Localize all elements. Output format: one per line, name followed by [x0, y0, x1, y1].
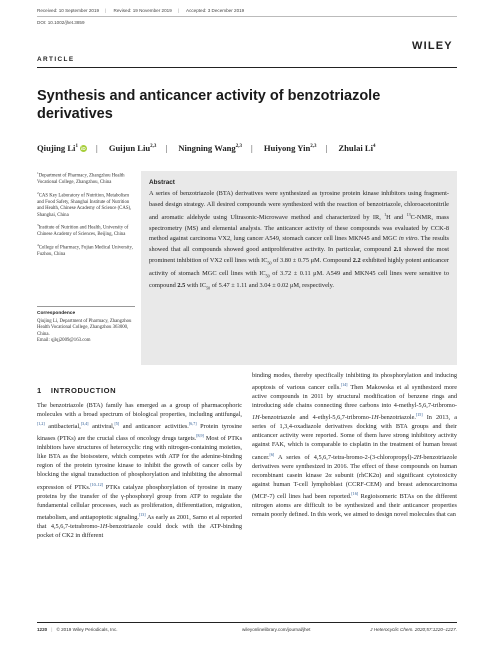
affiliation-item: $^3$Institute of Nutrition and Health, University of Chinese Academy of Sciences, Beijing, China — [37, 223, 129, 238]
citation-link[interactable]: [14] — [340, 382, 348, 388]
author-name[interactable]: Guijun Liu$^{2,3}$ — [108, 143, 157, 153]
affiliation-item: $^1$Department of Pharmacy, Zhangzhou Health Vocational College, Zhangzhou, China — [37, 171, 125, 186]
abstract-box — [141, 171, 457, 365]
affiliation-item: $^4$College of Pharmacy, Fujian Medical University, Fuzhou, China — [37, 242, 133, 257]
author-name[interactable]: Qiujing Li$^1$ — [37, 143, 78, 153]
correspondence-email[interactable]: Email: qjlqj2009@163.com — [37, 338, 91, 343]
journal-url[interactable]: wileyonlinelibrary.com/journal/jhet — [242, 627, 311, 632]
article-type-label: ARTICLE — [37, 56, 75, 63]
journal-citation: J Heterocyclic Chem. 2020;57:1220–1227. — [370, 627, 457, 632]
header-divider — [37, 16, 457, 17]
accepted-date: Accepted: 3 December 2019 — [186, 8, 245, 13]
revised-date: Revised: 19 November 2019 — [113, 8, 172, 13]
page-number: 1220 — [37, 627, 48, 632]
copyright-notice: © 2019 Wiley Periodicals, Inc. — [56, 627, 118, 632]
citation-link[interactable]: [6,7] — [188, 421, 197, 427]
author-name[interactable]: Zhulai Li$^4$ — [338, 143, 376, 153]
correspondence — [37, 311, 137, 345]
citation-link[interactable]: [15] — [415, 412, 423, 418]
author-list: Qiujing Li$^1$ iD | Guijun Liu$^{2,3}$ | Ningning Wang$^{2,3}$ | Huiyong Yin$^{2,3}$ | Zhulai Li$^4$ — [37, 143, 376, 153]
article-history: Received: 10 September 2019 | Revised: 19 November 2019 | Accepted: 3 December 2019 — [37, 8, 245, 13]
page-footer: 1220 | © 2019 Wiley Periodicals, Inc. wileyonlinelibrary.com/journal/jhet J Heterocyclic Chem. 2020;57:1220–1227. — [37, 627, 457, 632]
citation-link[interactable]: [5] — [114, 421, 120, 427]
article-type-divider — [37, 67, 457, 68]
affiliations — [37, 170, 137, 261]
intro-column-right: binding modes, thereby specifically inhibiting its phosphorylation and inducing apoptosis of various cancer cells.[14] Then Makowska et al synthesized more active compounds in 2011 by structural modification of benzene rings and introducing side chains connecting three carbons into 4-methyl-5,6,7-tribromo-1H-benzotriazole and 4-ethyl-5,6,7-tribromo-1H-benzotriazole.[15] In 2013, a series of 1,3,4-oxadiazole derivatives docking with BTA groups and their anticancer activity were reported. Some of them have strong inhibitory activity against FAK, which is comparable to cisplatin in the treatment of human breast cancer.[6] A series of 4,5,6,7-tetra-bromo-2-(3-chloropropyl)-2H-benzotriazole derivatives were synthesized in 2016. The effect of these compounds on human recombinant casein kinase 2α subunit (rhCK2α) and significant cytotoxicity against human T-cell lymphoblast (CCRF-CEM) and breast adenocarcinoma (MCF-7) cell lines had been reported.[16] Regioisomeric BTAs on the different nitrogen atoms are difficult to be synthesized and their anticancer properties remain poorly defined. In this work, we aimed to design novel molecules that can — [252, 372, 458, 518]
intro-column-left: The benzotriazole (BTA) family has emerged as a group of pharmacophoric molecules with a broad spectrum of biological properties, including antifungal,[1,2] antibacterial,[3,4] antiviral,[5] and anticancer activities.[6,7] Protein tyrosine kinases (PTKs) are the crucial class of oncology drugs targets.[8,9] Most of PTKs inhibitors have structures of heterocyclic ring with nitrogen-containing moieties, like BTA as the bioisostere, which competes with ATP for the adenine-binding region of the protein tyrosine kinase to inhibit the growth of cancer cells by blocking the signal transduction of phosphorylation and inhibiting the abnormal expression of PTKs.[10–12] PTKs catalyze phosphorylation of tyrosine in many proteins by the transfer of the γ-phosphoryl group from ATP to regulate the fundamental cellular processes, such as proliferation, differentiation, migration, metabolism, and antiapoptotic signaling.[13] As early as 2001, Sarno et al reported that 4,5,6,7-tetrabromo-1H-benzotriazole could dock with the ATP-binding pocket of CK2 in different — [37, 402, 243, 539]
abstract-text: A series of benzotriazole (BTA) derivatives were synthesized as tyrosine protein kinase inhibitors using fragment-based design strategy. All desired compounds were synthesized with the reaction of benzotriazole, chloroacetonitrile and aromatic aldehyde using Ultrasonic-Microwave method and characterized by IR, $^1$H and $^{13}$C-NMR, mass spectrometry (MS) and elemental analysis. The anticancer activity of these compounds was evaluated by CCK-8 method against carcinoma VX2, lung cancer A549, stomach cancer cell lines MKN45 and MGC in vitro. The results showed that all compounds showed good antiproliferative activity. In particular, compound 2.1 showed the most prominent inhibition of VX2 cell lines with $IC_{50}$ of 3.80 ± 0.75 μM. Compound 2.2 exhibited highly potent anticancer activity of stomach MGC cell lines with $IC_{50}$ of 3.72 ± 0.11 μM. A549 and MKN45 cell lines were sensitive to compound 2.5 with $IC_{50}$ of 5.47 ± 1.11 and 3.04 ± 0.02 μM, respectively. — [149, 190, 450, 291]
affiliation-item: $^2$CAS Key Laboratory of Nutrition, Metabolism and Food Safety, Shanghai Institute of Nutrition and Health, Chinese Academy of Science (CAS), Shanghai, China — [37, 190, 132, 218]
correspondence-divider — [37, 306, 135, 307]
orcid-icon[interactable]: iD — [81, 146, 86, 151]
citation-link[interactable]: [13] — [138, 511, 146, 517]
received-date: Received: 10 September 2019 — [37, 8, 100, 13]
correspondence-heading: Correspondence — [37, 311, 76, 316]
doi-link[interactable]: DOI: 10.1002/jhet.3859 — [37, 20, 85, 25]
citation-link[interactable]: [16] — [351, 490, 359, 496]
author-name[interactable]: Ningning Wang$^{2,3}$ — [178, 143, 242, 153]
publisher-logo: WILEY — [412, 40, 453, 52]
paper-title: Synthesis and anticancer activity of benzotriazole derivatives — [37, 88, 381, 122]
citation-link[interactable]: [1,2] — [37, 421, 45, 427]
correspondence-address: Qiujing Li, Department of Pharmacy, Zhangzhou Health Vocational College, Zhangzhou 363000, China. — [37, 318, 132, 337]
citation-link[interactable]: [6] — [269, 451, 275, 457]
section-heading: 1 INTRODUCTION — [37, 386, 117, 395]
citation-link[interactable]: [3,4] — [80, 421, 89, 427]
author-name[interactable]: Huiyong Yin$^{2,3}$ — [263, 143, 317, 153]
citation-link[interactable]: [10–12] — [90, 481, 104, 487]
citation-link[interactable]: [8,9] — [196, 433, 204, 439]
footer-divider — [37, 622, 457, 623]
abstract-heading: Abstract — [149, 179, 175, 186]
